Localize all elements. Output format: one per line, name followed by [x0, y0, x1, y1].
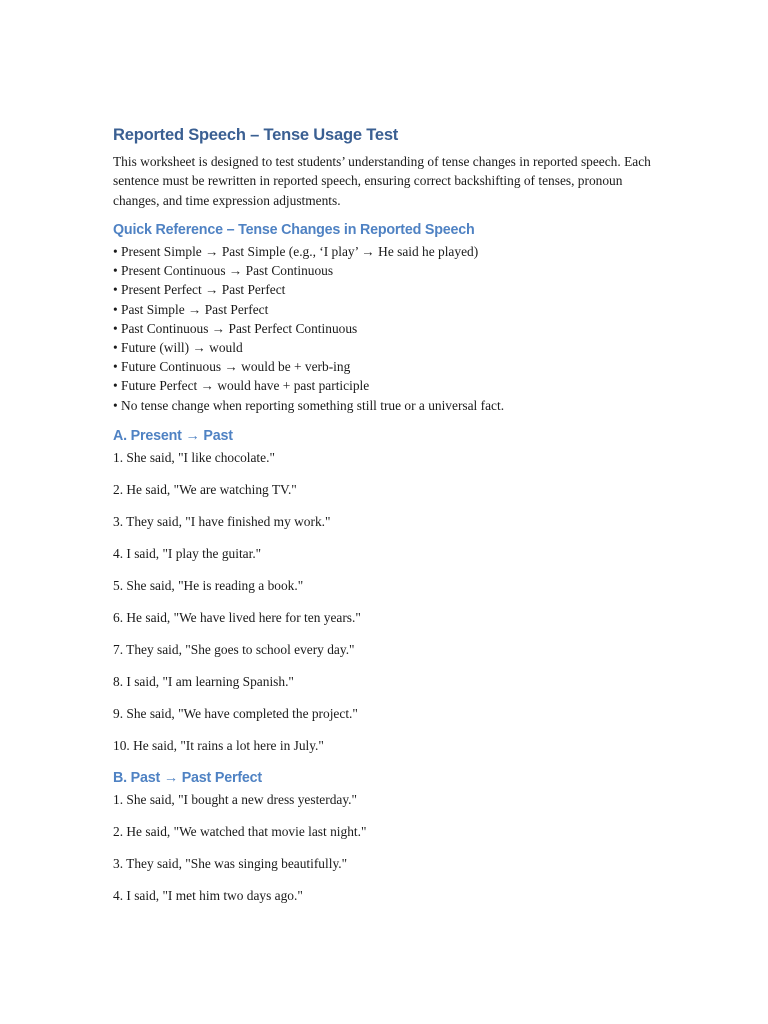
reference-item: • Future Perfect → would have + past participle — [113, 378, 370, 394]
worksheet-page — [113, 124, 658, 918]
question-item: 3. They said, "I have finished my work." — [113, 513, 331, 529]
question-item: 1. She said, "I like chocolate." — [113, 449, 275, 465]
question-item: 3. They said, "She was singing beautifully." — [113, 855, 348, 871]
reference-item: • Past Simple → Past Perfect — [113, 301, 269, 317]
section-a-questions — [113, 448, 658, 755]
intro-paragraph: This worksheet is designed to test students’ understanding of tense changes in reported speech. Each sentence must be rewritten in reported speech, ensuring correct backshifting of tenses, pronoun changes, and time expression adjustments. — [113, 154, 651, 208]
section-b-questions — [113, 790, 658, 905]
reference-item: • Future (will) → would — [113, 339, 243, 355]
question-item: 5. She said, "He is reading a book." — [113, 577, 304, 593]
quick-reference-list — [113, 242, 658, 415]
question-item: 6. He said, "We have lived here for ten years." — [113, 609, 361, 625]
question-item: 10. He said, "It rains a lot here in July." — [113, 737, 324, 753]
reference-item: • Present Continuous → Past Continuous — [113, 263, 334, 279]
question-item: 1. She said, "I bought a new dress yesterday." — [113, 791, 357, 807]
question-item: 2. He said, "We are watching TV." — [113, 481, 297, 497]
question-item: 4. I said, "I play the guitar." — [113, 545, 262, 561]
quick-reference-heading: Quick Reference – Tense Changes in Reported Speech — [113, 221, 475, 238]
question-item: 4. I said, "I met him two days ago." — [113, 887, 303, 903]
reference-item: • Present Simple → Past Simple (e.g., ‘I play’ → He said he played) — [113, 243, 479, 259]
question-item: 9. She said, "We have completed the project." — [113, 705, 358, 721]
reference-item: • No tense change when reporting something still true or a universal fact. — [113, 397, 505, 413]
document-title: Reported Speech – Tense Usage Test — [113, 126, 399, 144]
section-b-heading: B. Past → Past Perfect — [113, 769, 262, 786]
section-a-heading: A. Present → Past — [113, 427, 233, 444]
question-item: 8. I said, "I am learning Spanish." — [113, 673, 294, 689]
reference-item: • Past Continuous → Past Perfect Continuous — [113, 320, 358, 336]
question-item: 7. They said, "She goes to school every day." — [113, 641, 355, 657]
reference-item: • Future Continuous → would be + verb-ing — [113, 359, 351, 375]
reference-item: • Present Perfect → Past Perfect — [113, 282, 286, 298]
question-item: 2. He said, "We watched that movie last night." — [113, 823, 367, 839]
